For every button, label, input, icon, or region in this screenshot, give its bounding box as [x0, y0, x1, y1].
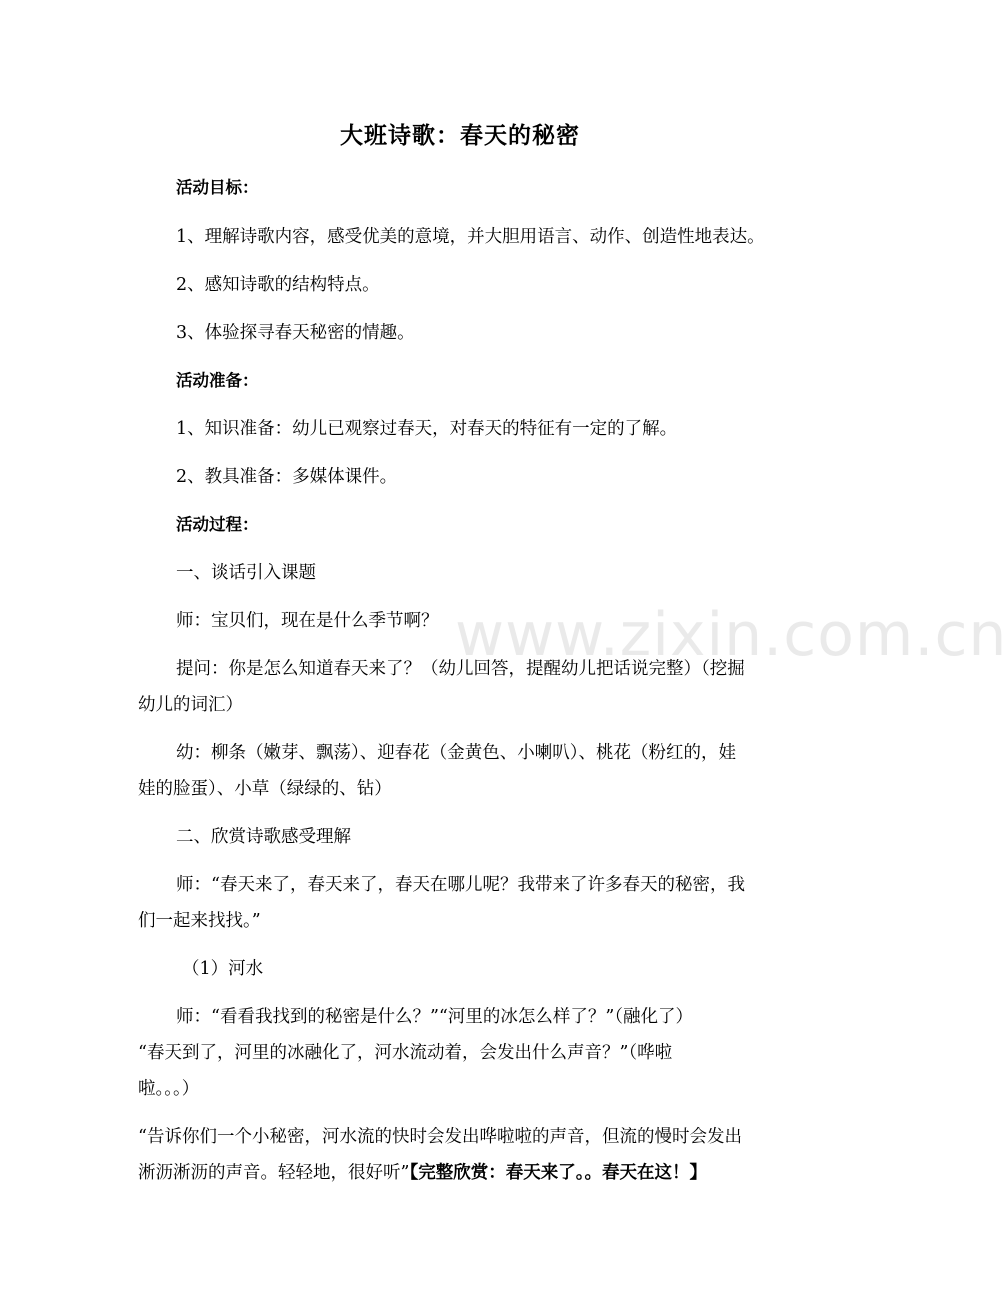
paragraph-river-line-2: “春天到了，河里的冰融化了，河水流动着，会发出什么声音？”（哗啦: [138, 1043, 673, 1063]
prep-item-2: 2、教具准备：多媒体课件。: [176, 467, 398, 487]
document-title: 大班诗歌：春天的秘密: [340, 123, 580, 149]
goal-item-3: 3、体验探寻春天秘密的情趣。: [176, 323, 415, 343]
paragraph-secret-line-2: [138, 1152, 707, 1194]
goal-item-2: 2、感知诗歌的结构特点。: [176, 275, 380, 295]
step-heading-2: 二、欣赏诗歌感受理解: [176, 827, 351, 847]
watermark: www.zixin.com.cn: [455, 600, 1007, 670]
section-heading-process: 活动过程：: [176, 515, 259, 534]
paragraph-teacher-intro-line-1: 师：“春天来了，春天来了，春天在哪儿呢？我带来了许多春天的秘密，我: [176, 875, 745, 895]
step-heading-1: 一、谈话引入课题: [176, 563, 316, 583]
prep-item-1: 1、知识准备：幼儿已观察过春天，对春天的特征有一定的了解。: [176, 419, 678, 439]
paragraph-child-answer-line-1: 幼：柳条（嫩芽、飘荡）、迎春花（金黄色、小喇叭）、桃花（粉红的，娃: [176, 743, 736, 763]
section-heading-goals: 活动目标：: [176, 178, 259, 197]
secret-line-text: 淅沥淅沥的声音。轻轻地，很好听”: [138, 1163, 410, 1183]
subsection-river: （1）河水: [182, 959, 264, 979]
paragraph-prompt-line-2: 幼儿的词汇）: [138, 695, 243, 715]
paragraph-secret-line-1: “告诉你们一个小秘密，河水流的快时会发出哗啦啦的声音，但流的慢时会发出: [138, 1127, 742, 1147]
goal-item-1: 1、理解诗歌内容，感受优美的意境，并大胆用语言、动作、创造性地表达。: [176, 227, 765, 247]
paragraph-river-line-1: 师：“看看我找到的秘密是什么？”“河里的冰怎么样了？”（融化了）: [176, 1007, 694, 1027]
paragraph-child-answer-line-2: 娃的脸蛋）、小草（绿绿的、钻）: [138, 779, 392, 799]
section-heading-prep: 活动准备：: [176, 371, 259, 390]
paragraph-river-line-3: 啦。。。）: [138, 1079, 200, 1099]
paragraph-teacher-intro-line-2: 们一起来找找。”: [138, 911, 261, 931]
full-appreciation-note: 【完整欣赏：春天来了。。春天在这！】: [409, 1163, 707, 1183]
paragraph-teacher-question: 师：宝贝们，现在是什么季节啊？: [176, 611, 439, 631]
paragraph-prompt-line-1: 提问：你是怎么知道春天来了？（幼儿回答，提醒幼儿把话说完整）（挖掘: [176, 659, 745, 679]
